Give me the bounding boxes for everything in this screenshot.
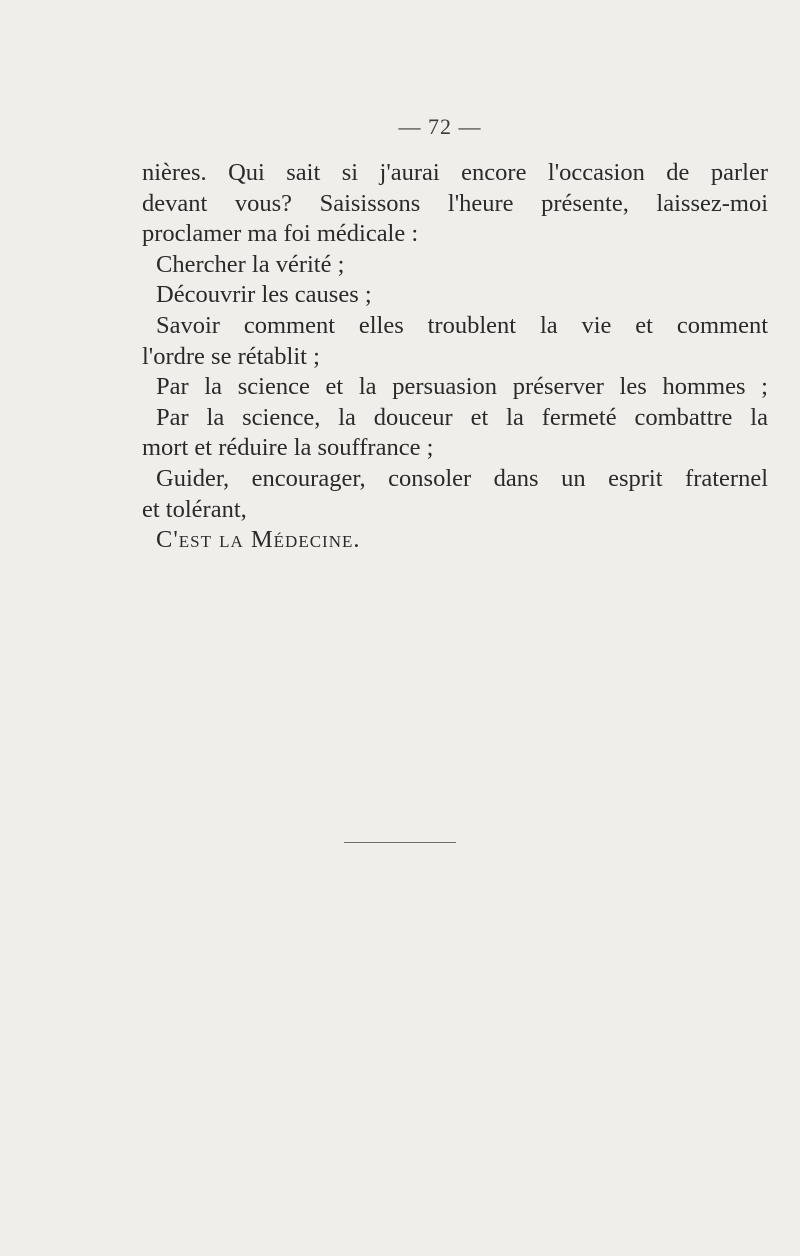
text-line: proclamer ma foi médicale : [142,220,419,248]
text-line: et tolérant, [142,495,247,523]
page-number: — 72 — [398,114,482,139]
text-line: mort et réduire la souffrance ; [142,434,434,462]
text-line: Par la science, la douceur et la fermeté combattre la [156,403,768,431]
body-text [142,158,768,556]
closing-line: C'est la Médecine. [156,526,361,554]
section-divider [344,842,456,843]
text-line: Savoir comment elles troublent la vie et comment [156,311,768,339]
text-line: Découvrir les causes ; [156,281,372,309]
text-line: Par la science et la persuasion préserver les hommes ; [156,373,768,401]
text-line: Chercher la vérité ; [156,250,345,278]
text-line: nières. Qui sait si j'aurai encore l'occasion de parler [142,159,768,186]
text-line: devant vous? Saisissons l'heure présente, laissez-moi [142,189,768,217]
text-line: l'ordre se rétablit ; [142,342,320,370]
text-line: Guider, encourager, consoler dans un esprit fraternel [156,464,768,492]
